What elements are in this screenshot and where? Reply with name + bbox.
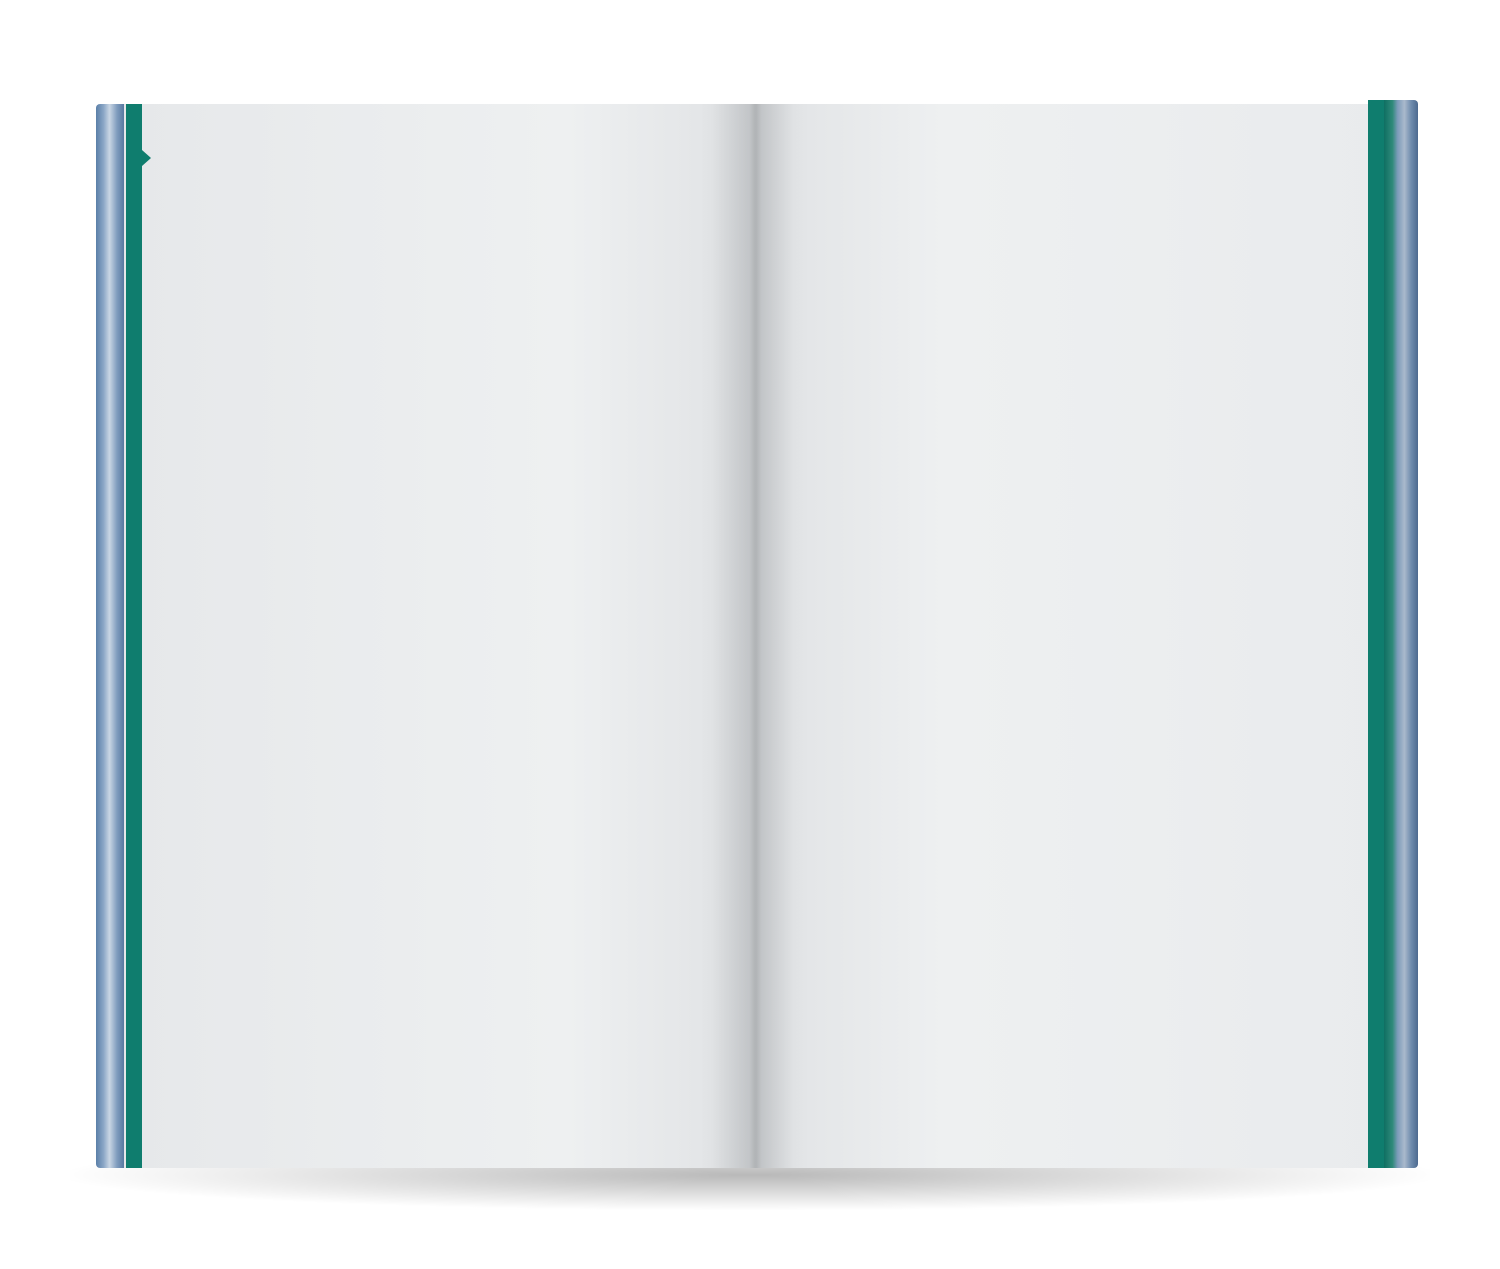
left-accent-bar: [126, 104, 142, 1168]
title-arrow-icon: [142, 150, 151, 166]
page-right: [756, 104, 1384, 1168]
book-edge-left: [96, 104, 126, 1168]
book-edge-right: [1384, 100, 1418, 1168]
page-left: [124, 104, 756, 1168]
right-accent-bar: [1368, 100, 1384, 1168]
